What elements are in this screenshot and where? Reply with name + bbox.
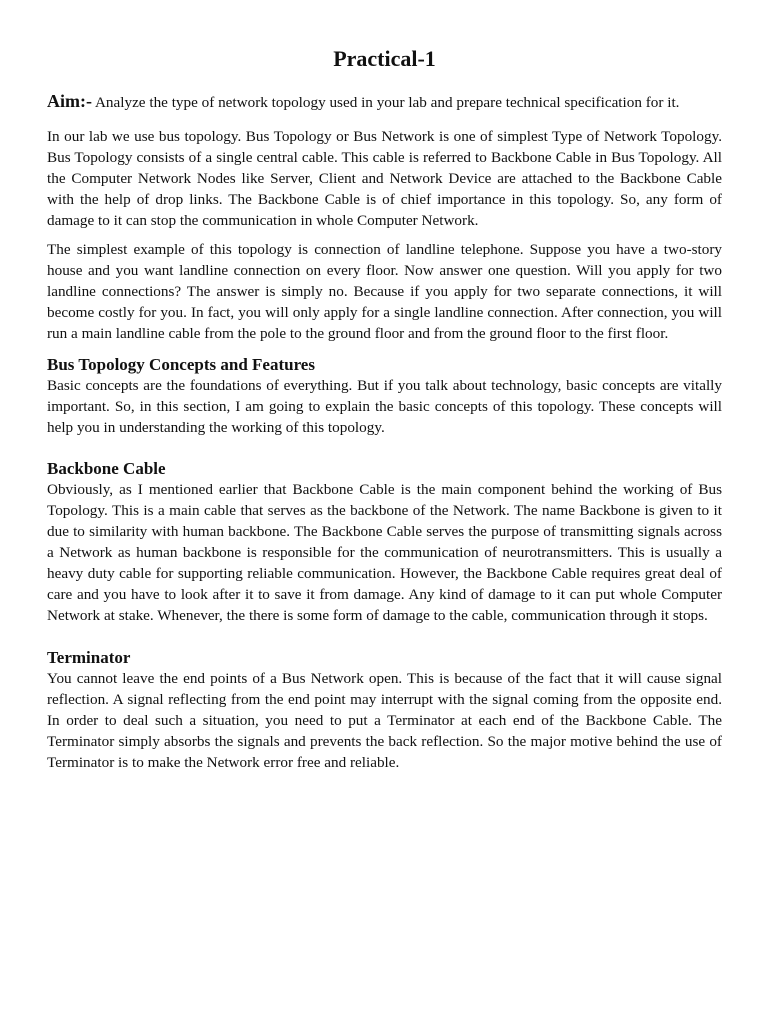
aim-statement [47,91,722,113]
aim-label: Aim:- [47,91,92,111]
concepts-heading: Bus Topology Concepts and Features [47,355,315,374]
intro-paragraph-2: The simplest example of this topology is connection of landline telephone. Suppose you have a two-story house and you want landline connection on every floor. Now answer one question. Will you apply for two landline connections? The answer is simply no. Because if you apply for two separate connections, it will become costly for you. In fact, you will only apply for a single landline connection. After connection, you will run a main landline cable from the pole to the ground floor and from the ground floor to the first floor. [47,241,722,342]
terminator-paragraph: You cannot leave the end points of a Bus Network open. This is because of the fact that it will cause signal reflection. A signal reflecting from the end point may interrupt with the signal coming from the opposite end. In order to deal such a situation, you need to put a Terminator at each end of the Backbone Cable. The Terminator simply absorbs the signals and prevents the back reflection. So the major motive behind the use of Terminator is to make the Network error free and reliable. [47,670,722,771]
terminator-heading: Terminator [47,648,131,667]
intro-paragraph-1: In our lab we use bus topology. Bus Topology or Bus Network is one of simplest Type of Network Topology. Bus Topology consists of a single central cable. This cable is referred to Backbone Cable in Bus Topology. All the Computer Network Nodes like Server, Client and Network Device are attached to the Backbone Cable with the help of drop links. The Backbone Cable is of chief importance in this topology. So, any form of damage to it can stop the communication in whole Computer Network. [47,128,722,229]
backbone-heading: Backbone Cable [47,459,166,478]
backbone-paragraph: Obviously, as I mentioned earlier that Backbone Cable is the main component behind the working of Bus Topology. This is a main cable that serves as the backbone of the Network. The name Backbone is given to it due to similarity with human backbone. The Backbone Cable serves the purpose of transmitting signals across a Network as human backbone is responsible for the communication of neurotransmitters. This is usually a heavy duty cable for supporting reliable communication. However, the Backbone Cable requires great deal of care and you have to look after it to save it from damage. Any kind of damage to it can put whole Computer Network at stake. Whenever, the there is some form of damage to the cable, communication through it stops. [47,481,722,624]
concepts-paragraph: Basic concepts are the foundations of everything. But if you talk about technology, basic concepts are vitally important. So, in this section, I am going to explain the basic concepts of this topology. These concepts will help you in understanding the working of this topology. [47,377,722,436]
aim-text: Analyze the type of network topology used in your lab and prepare technical specification for it. [94,94,680,111]
page-title: Practical-1 [333,46,436,71]
